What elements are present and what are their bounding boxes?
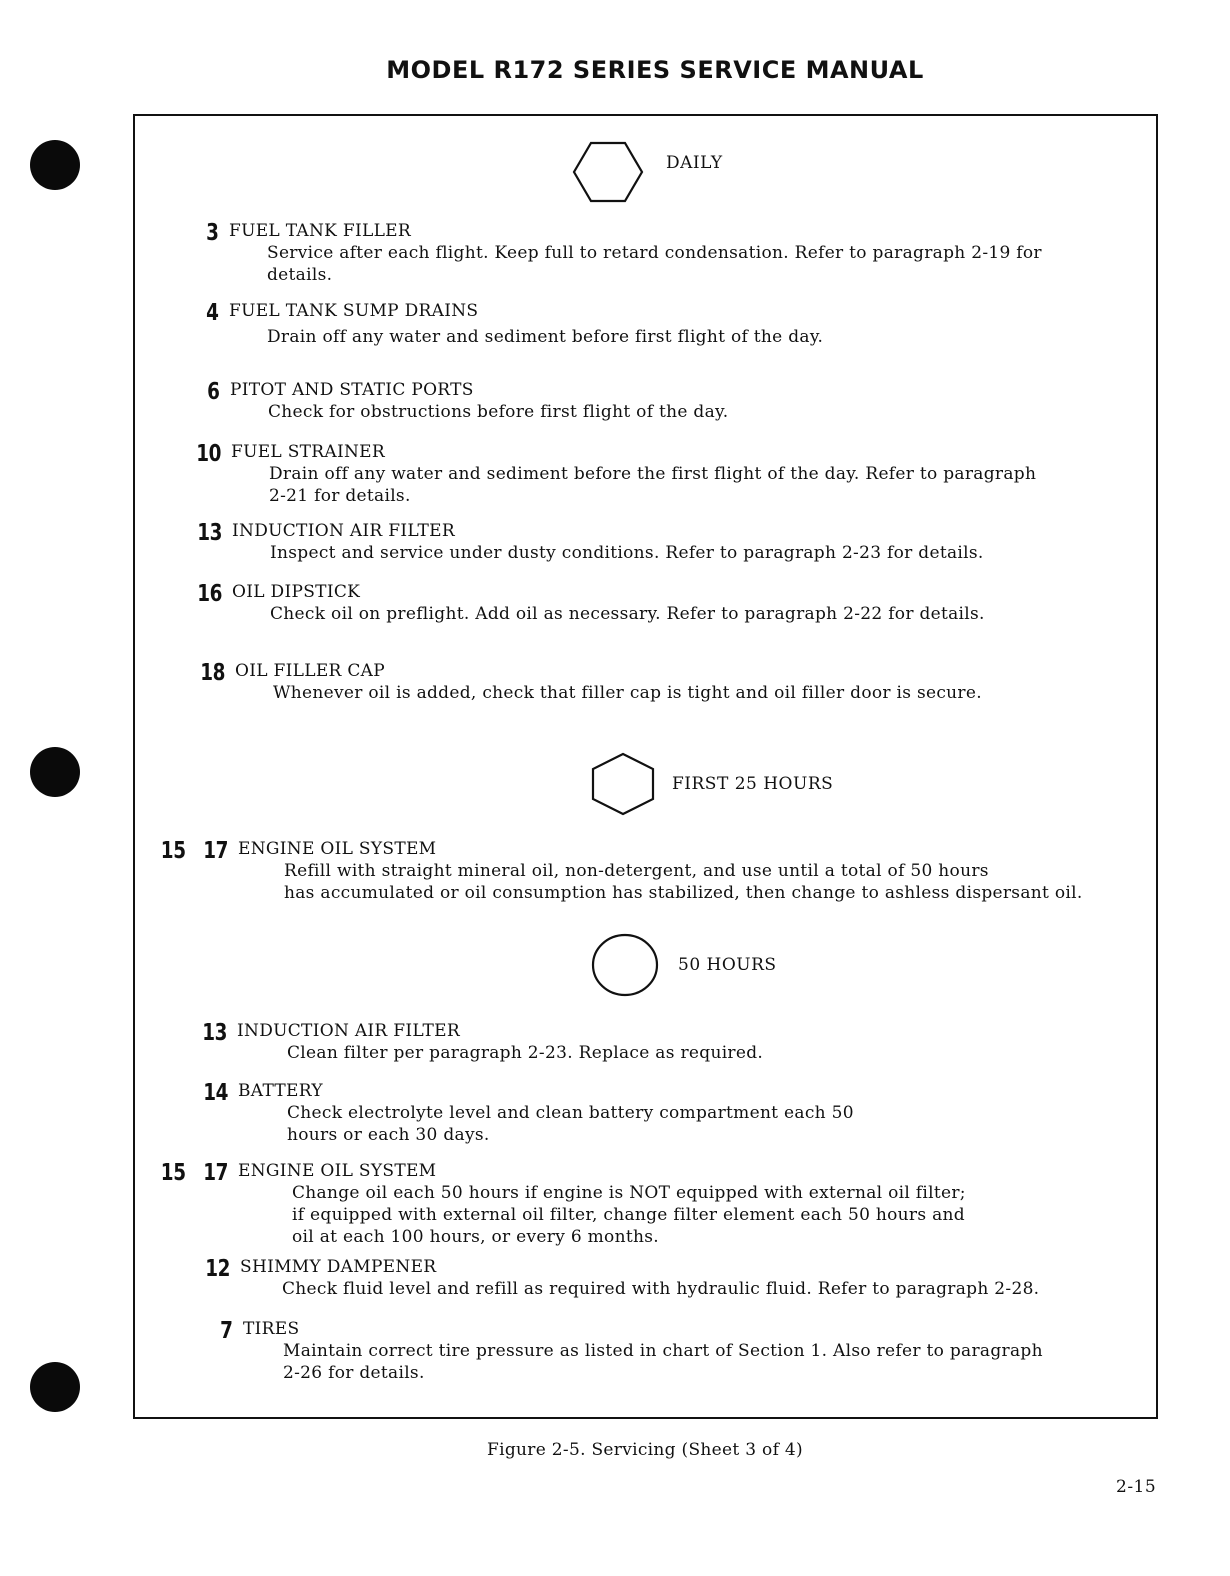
- section-50hours-header: [590, 932, 777, 998]
- binder-hole-bottom: [30, 1362, 80, 1412]
- item-title: ENGINE OIL SYSTEM: [238, 839, 437, 859]
- item-body-line: Change oil each 50 hours if engine is NOT equipped with external oil filter;: [292, 1183, 966, 1203]
- fifty-item-induction-air-filter: [202, 1020, 764, 1064]
- item-number: 16: [197, 581, 222, 607]
- item-body-line: if equipped with external oil filter, change filter element each 50 hours and: [292, 1205, 965, 1225]
- item-number: 14: [203, 1080, 228, 1106]
- item-body-line: Check oil on preflight. Add oil as necessary. Refer to paragraph 2-22 for details.: [270, 604, 985, 624]
- page-header-title: MODEL R172 SERIES SERVICE MANUAL: [386, 56, 924, 84]
- item-body-line: hours or each 30 days.: [287, 1125, 490, 1145]
- binder-hole-middle: [30, 747, 80, 797]
- item-title: OIL DIPSTICK: [232, 582, 361, 602]
- item-title: ENGINE OIL SYSTEM: [238, 1161, 437, 1181]
- item-number: 12: [205, 1256, 230, 1282]
- item-body-line: Check for obstructions before first flight of the day.: [268, 402, 729, 422]
- daily-item-induction-air-filter: [197, 520, 984, 564]
- daily-item-fuel-strainer: [196, 441, 1037, 507]
- item-number: 4: [206, 300, 219, 326]
- fifty-item-tires: [220, 1318, 1043, 1384]
- section-first25-header: [590, 752, 833, 816]
- item-number: 13: [197, 520, 222, 546]
- item-title: INDUCTION AIR FILTER: [232, 521, 455, 541]
- page-number: 2-15: [1116, 1477, 1157, 1497]
- item-title: FUEL STRAINER: [231, 442, 385, 462]
- fifty-item-battery: [203, 1080, 854, 1146]
- item-number: 13: [202, 1020, 227, 1046]
- item-title: SHIMMY DAMPENER: [240, 1257, 437, 1277]
- daily-item-fuel-tank-filler: [206, 220, 1042, 286]
- daily-item-oil-filler-cap: [200, 660, 982, 704]
- fifty-item-shimmy-dampener: [205, 1256, 1040, 1300]
- item-number: 15 17: [160, 838, 228, 864]
- item-body-line: has accumulated or oil consumption has stabilized, then change to ashless dispersant oil.: [284, 883, 1083, 903]
- item-body-line: Whenever oil is added, check that filler cap is tight and oil filler door is secure.: [273, 683, 982, 703]
- hexagon-icon: [590, 752, 656, 816]
- hexagon-icon: [572, 141, 644, 203]
- item-body-line: 2-21 for details.: [269, 486, 411, 506]
- daily-item-oil-dipstick: [197, 581, 985, 625]
- item-number: 10: [196, 441, 221, 467]
- item-number: 18: [200, 660, 225, 686]
- binder-hole-top: [30, 140, 80, 190]
- figure-caption: Figure 2-5. Servicing (Sheet 3 of 4): [487, 1440, 803, 1460]
- item-body-line: oil at each 100 hours, or every 6 months.: [292, 1227, 659, 1247]
- item-body-line: Drain off any water and sediment before first flight of the day.: [267, 327, 824, 347]
- section-50hours-title: 50 HOURS: [678, 955, 777, 975]
- item-title: FUEL TANK SUMP DRAINS: [229, 301, 479, 321]
- item-body-line: Inspect and service under dusty conditions. Refer to paragraph 2-23 for details.: [270, 543, 984, 563]
- section-first25-title: FIRST 25 HOURS: [672, 774, 834, 794]
- item-body-line: Refill with straight mineral oil, non-detergent, and use until a total of 50 hours: [284, 861, 989, 881]
- item-title: TIRES: [243, 1319, 300, 1339]
- item-number: 6: [207, 379, 220, 405]
- first25-item-engine-oil-system: [160, 838, 1083, 904]
- item-number: 15 17: [160, 1160, 228, 1186]
- item-title: OIL FILLER CAP: [235, 661, 385, 681]
- item-title: INDUCTION AIR FILTER: [237, 1021, 460, 1041]
- circle-icon: [590, 932, 660, 998]
- item-body-line: Service after each flight. Keep full to retard condensation. Refer to paragraph 2-19 for: [267, 243, 1042, 263]
- item-body-line: 2-26 for details.: [283, 1363, 425, 1383]
- item-title: FUEL TANK FILLER: [229, 221, 411, 241]
- item-body-line: Check fluid level and refill as required with hydraulic fluid. Refer to paragraph 2-28.: [282, 1279, 1040, 1299]
- section-daily-header: [572, 141, 723, 203]
- item-number: 3: [206, 220, 219, 246]
- daily-item-fuel-tank-sump-drains: [206, 300, 824, 348]
- item-body-line: Clean filter per paragraph 2-23. Replace as required.: [287, 1043, 764, 1063]
- fifty-item-engine-oil-system: [160, 1160, 966, 1248]
- item-title: PITOT AND STATIC PORTS: [230, 380, 474, 400]
- item-body-line: Maintain correct tire pressure as listed in chart of Section 1. Also refer to paragraph: [283, 1341, 1043, 1361]
- section-daily-title: DAILY: [666, 153, 723, 173]
- item-number: 7: [220, 1318, 233, 1344]
- item-body-line: Check electrolyte level and clean battery compartment each 50: [287, 1103, 854, 1123]
- item-title: BATTERY: [238, 1081, 323, 1101]
- item-body-line: Drain off any water and sediment before the first flight of the day. Refer to paragraph: [269, 464, 1037, 484]
- daily-item-pitot-static-ports: [207, 379, 729, 423]
- item-body-line: details.: [267, 265, 333, 285]
